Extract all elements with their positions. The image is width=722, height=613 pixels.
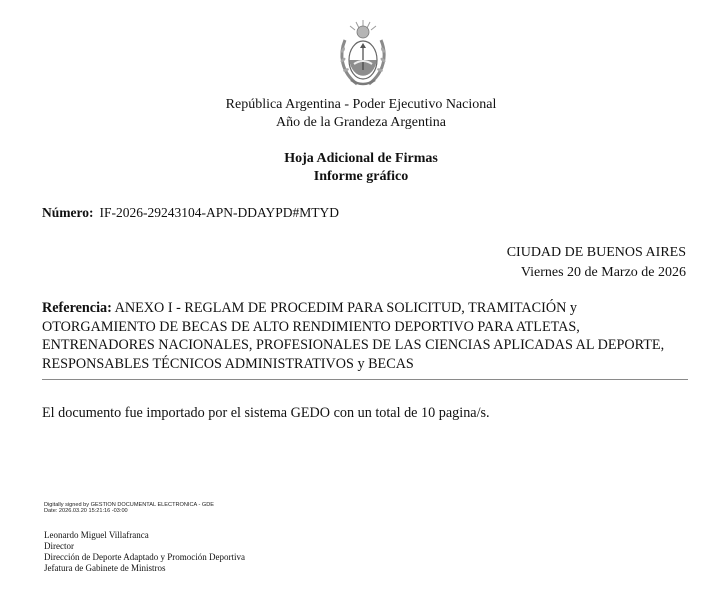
date: Viernes 20 de Marzo de 2026 [520,265,686,280]
document-number [42,205,339,221]
digital-signature-line-2: Date: 2026.03.20 15:21:16 -03:00 [44,508,128,514]
header-line-1: República Argentina - Poder Ejecutivo Nacional [225,97,497,112]
digital-signature-stamp [44,502,214,514]
imported-statement: El documento fue importado por el sistema GEDO con un total de 10 pagina/s. [42,405,490,421]
header-line-2: Año de la Grandeza Argentina [275,115,446,130]
digital-signature-line-1: Digitally signed by GESTION DOCUMENTAL ELECTRONICA - GDE [44,502,215,508]
national-seal-icon [337,18,389,90]
signer-name: Leonardo Miguel Villafranca [44,530,149,540]
title-line-1: Hoja Adicional de Firmas [284,151,438,166]
referencia-label: Referencia: [42,300,112,316]
referencia-text: ANEXO I - REGLAM DE PROCEDIM PARA SOLICITUD, TRAMITACIÓN y OTORGAMIENTO DE BECAS DE ALTO RENDIMIENTO DEPORTIVO PARA ATLETAS, ENTRENADORES NACIONALES, PROFESIONALES DE LAS CIENCIAS APLICADAS AL DEPORTE, RESPONSABLES TÉCNICOS ADMINISTRATIVOS y BECAS [42,300,665,372]
signer-block [44,530,245,574]
title-line-2: Informe gráfico [313,169,409,184]
document-title [0,150,722,186]
signer-org: Jefatura de Gabinete de Ministros [44,563,166,573]
numero-label: Número: [42,205,94,220]
city: CIUDAD DE BUENOS AIRES [506,245,686,260]
signer-office: Dirección de Deporte Adaptado y Promoción Deportiva [44,552,245,562]
divider [42,379,688,380]
signer-role: Director [44,541,74,551]
government-header [0,96,722,132]
numero-value: IF-2026-29243104-APN-DDAYPD#MTYD [99,205,340,220]
referencia-block [42,299,692,373]
